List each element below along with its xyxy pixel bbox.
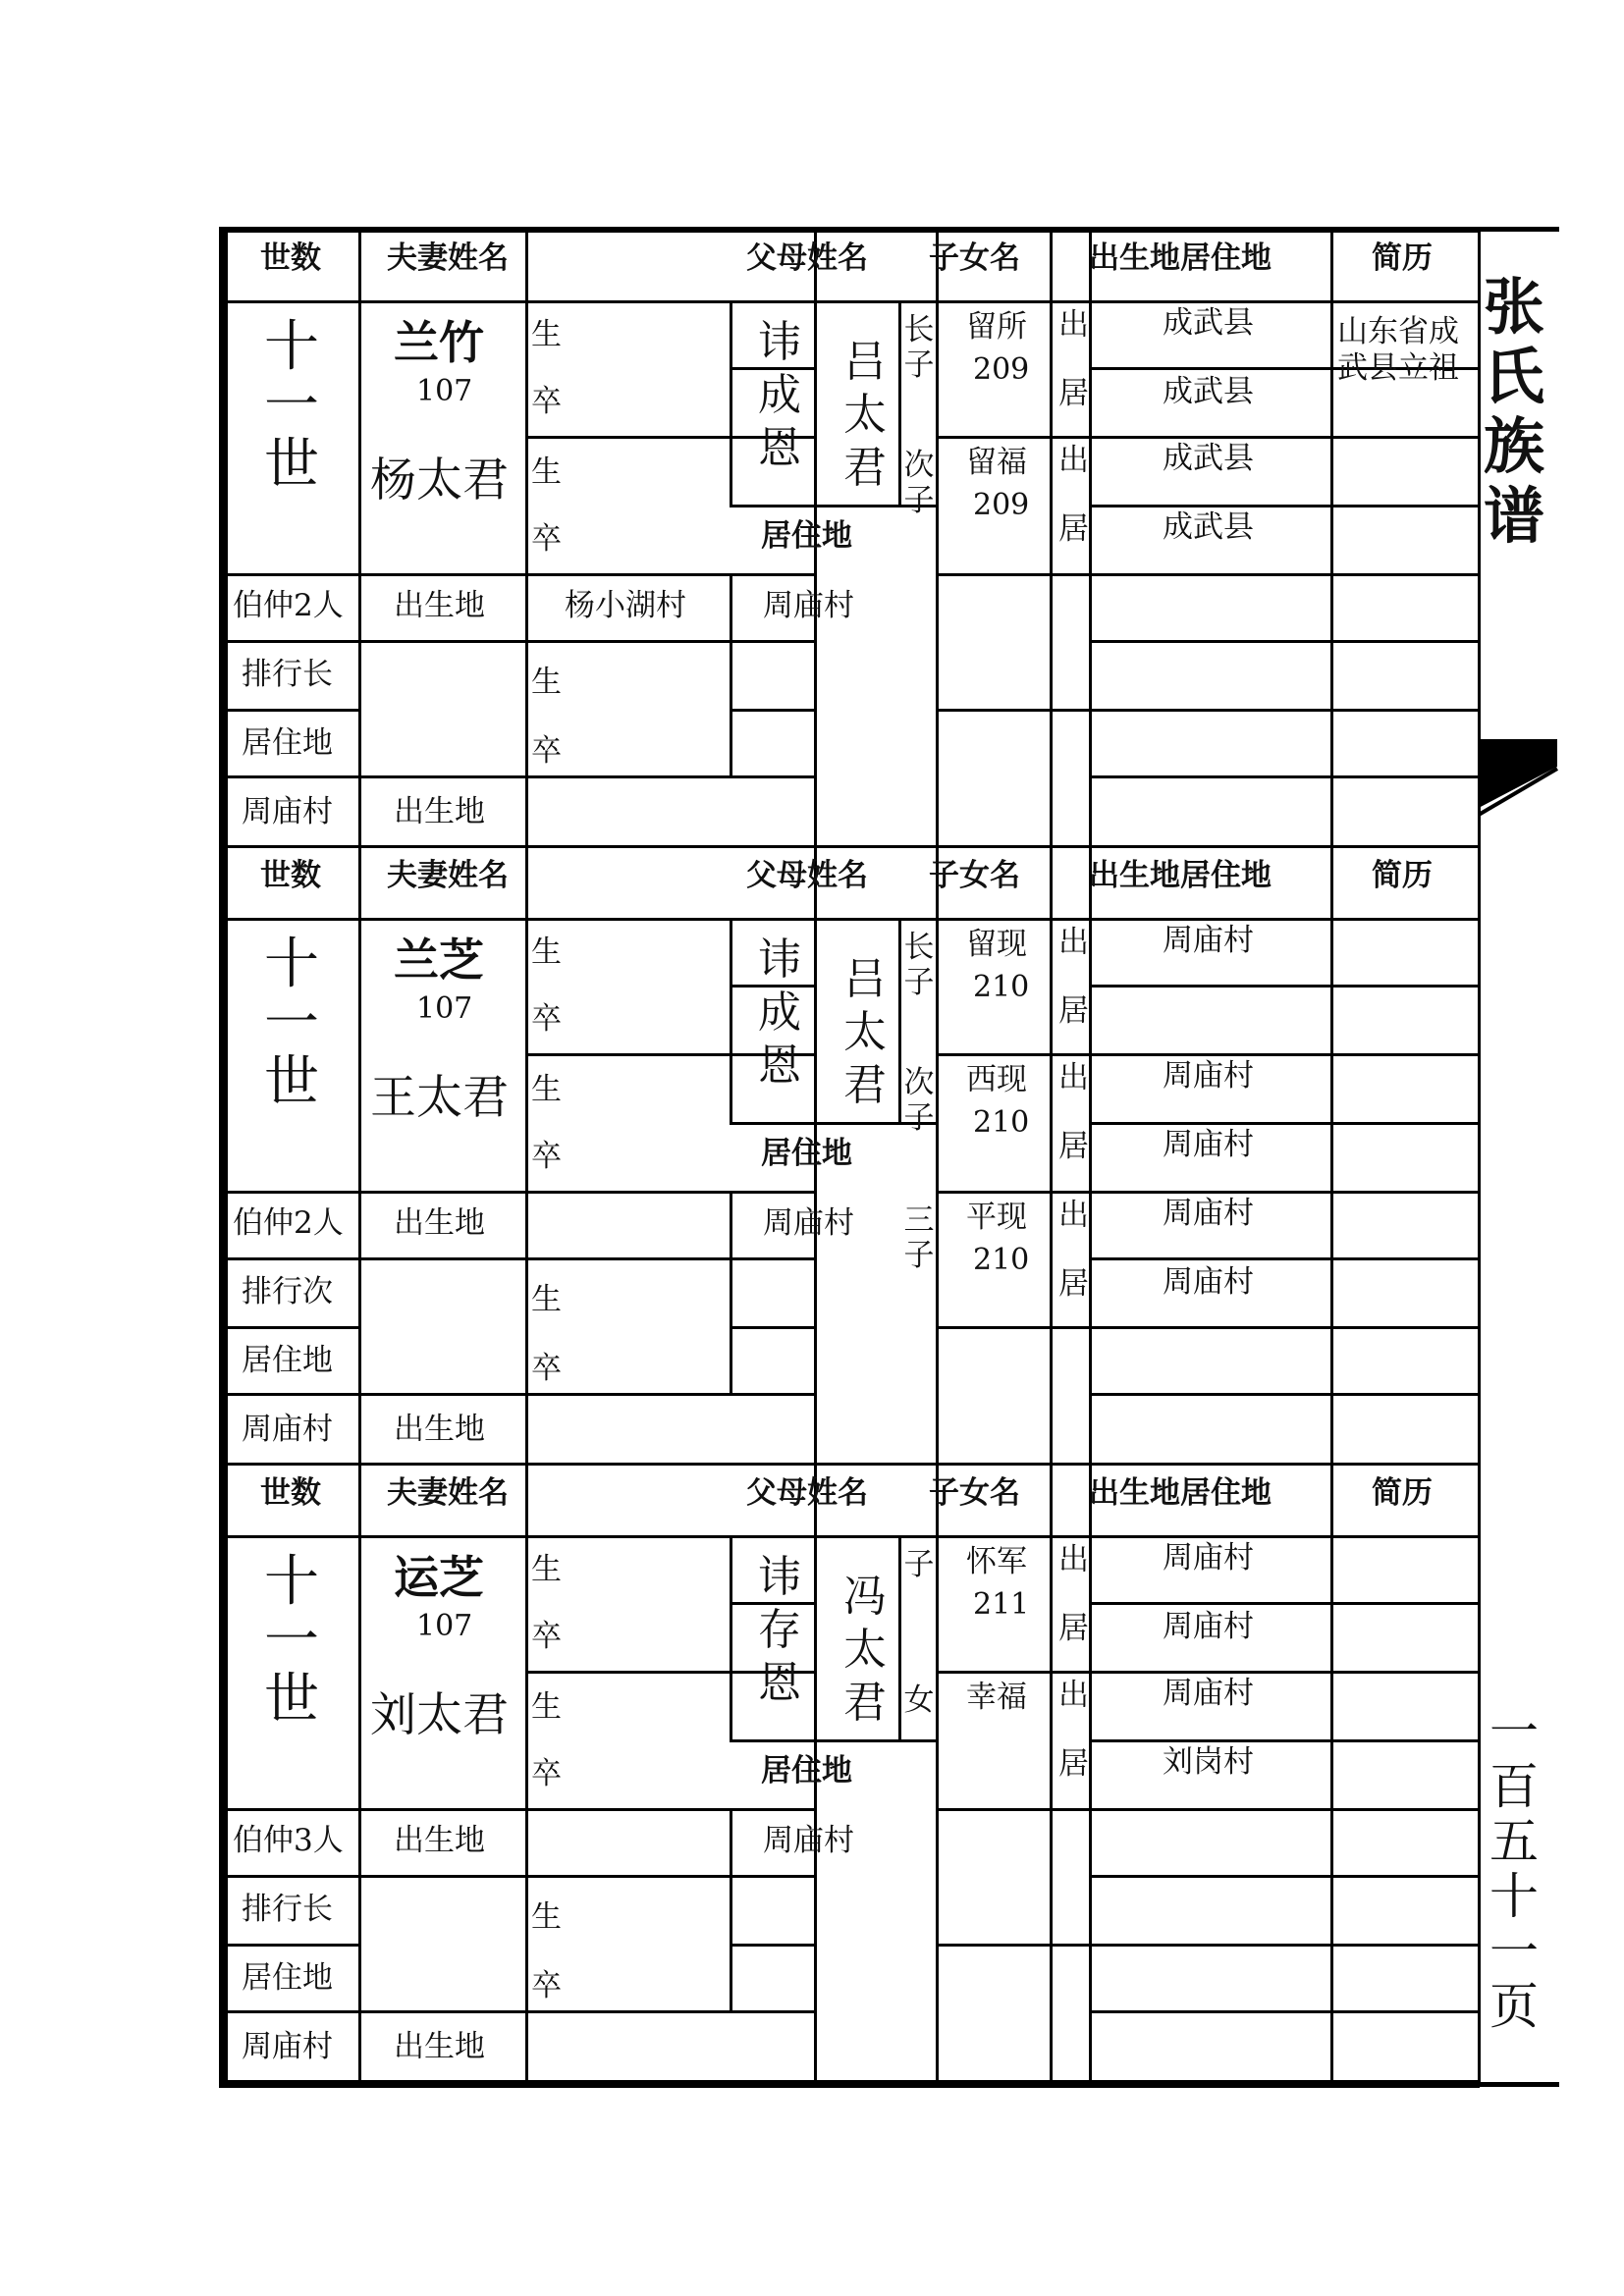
born-label: 生 <box>531 317 562 352</box>
row-divider <box>730 1122 814 1125</box>
siblings-count: 伯仲3人 <box>233 1823 344 1858</box>
column-divider <box>1478 1465 1481 2082</box>
row-divider <box>730 775 814 778</box>
column-divider <box>525 847 528 1465</box>
child-rank: 次子 <box>903 1065 935 1136</box>
genealogy-entry <box>225 230 1480 847</box>
born-label: 生 <box>531 1899 562 1935</box>
row-divider <box>225 1326 358 1329</box>
column-divider <box>1330 300 1333 847</box>
row-divider <box>225 775 814 778</box>
child-name: 怀军 <box>966 1544 1027 1579</box>
column-divider <box>936 230 939 847</box>
row-divider <box>225 1535 1478 1538</box>
child-residence: 刘岗村 <box>1163 1744 1254 1780</box>
column-divider <box>1330 1535 1333 2082</box>
child-birthplace: 成武县 <box>1163 441 1254 476</box>
died-label: 卒 <box>531 1756 562 1791</box>
died-label: 卒 <box>531 1351 562 1386</box>
row-divider <box>730 1739 814 1742</box>
child-rank: 女 <box>903 1682 935 1718</box>
header-children: 子女名 <box>929 1475 1020 1511</box>
book-title: 张氏族谱 <box>1483 271 1544 552</box>
row-divider <box>1089 1944 1478 1947</box>
row-divider <box>1089 640 1478 643</box>
child-number: 209 <box>973 352 1030 387</box>
birth-short-label: 出 <box>1058 307 1089 343</box>
mother-name: 冯太君 <box>843 1572 887 1728</box>
row-divider <box>936 1944 1089 1947</box>
husband-number: 107 <box>416 1609 473 1643</box>
row-divider <box>225 1808 814 1811</box>
row-divider <box>1089 1808 1478 1811</box>
genealogy-entry <box>225 847 1480 1465</box>
child-number: 210 <box>973 1243 1030 1277</box>
column-divider <box>898 1535 901 1739</box>
column-divider <box>730 573 732 775</box>
column-divider <box>730 1535 732 1739</box>
born-label: 生 <box>531 665 562 700</box>
row-divider <box>1089 1671 1478 1674</box>
column-divider <box>898 300 901 505</box>
wife-birthplace-label: 出生地 <box>394 588 485 623</box>
parents-residence-label: 居住地 <box>761 1753 852 1789</box>
column-divider <box>1478 847 1481 1465</box>
row-divider <box>1089 1053 1478 1056</box>
column-divider <box>730 1191 732 1393</box>
birth-rank: 排行次 <box>242 1274 333 1309</box>
residence-short-label: 居 <box>1058 511 1089 547</box>
child-rank: 次子 <box>903 448 935 518</box>
row-divider <box>1089 1326 1478 1329</box>
row-divider <box>225 2080 1478 2083</box>
header-children: 子女名 <box>929 858 1020 893</box>
row-divider <box>225 1944 358 1947</box>
row-divider <box>936 1671 1089 1674</box>
header-parents: 父母姓名 <box>746 858 868 893</box>
child-number: 210 <box>973 970 1030 1004</box>
child-residence: 周庙村 <box>1163 1127 1254 1162</box>
child-birthplace: 成武县 <box>1163 305 1254 341</box>
parents-residence-label: 居住地 <box>761 518 852 554</box>
village-origin: 周庙村 <box>242 2029 333 2064</box>
child-number: 211 <box>973 1587 1030 1622</box>
residence-label: 居住地 <box>242 1960 333 1996</box>
column-divider <box>1089 230 1092 847</box>
generation-label: 十一世 <box>264 1550 319 1732</box>
husband-name: 兰竹 <box>394 316 484 369</box>
born-label: 生 <box>531 1552 562 1587</box>
column-divider <box>1050 847 1053 1465</box>
header-couple: 夫妻姓名 <box>387 858 509 893</box>
header-biography: 简历 <box>1372 1475 1433 1511</box>
wife-birthplace-label: 出生地 <box>394 1823 485 1858</box>
died-label: 卒 <box>531 1139 562 1174</box>
village-origin: 周庙村 <box>242 1412 333 1447</box>
child-name: 留现 <box>966 927 1027 962</box>
child-residence: 成武县 <box>1163 509 1254 545</box>
row-divider <box>1089 1602 1478 1605</box>
residence-short-label: 居 <box>1058 993 1089 1029</box>
row-divider <box>1089 985 1478 988</box>
header-biography: 简历 <box>1372 858 1433 893</box>
died-label: 卒 <box>531 521 562 557</box>
row-divider <box>936 573 1089 576</box>
top-border-extension <box>1478 227 1559 232</box>
father-name: 讳成恩 <box>758 317 801 473</box>
died-label: 卒 <box>531 1001 562 1037</box>
wife-name: 刘太君 <box>370 1688 509 1742</box>
siblings-count: 伯仲2人 <box>233 588 344 623</box>
father-name: 讳成恩 <box>758 934 801 1091</box>
row-divider <box>730 2010 814 2013</box>
column-divider <box>225 1465 228 2082</box>
column-divider <box>1478 230 1481 847</box>
child-birthplace: 周庙村 <box>1163 1676 1254 1711</box>
birthplace-label: 出生地 <box>394 2029 485 2064</box>
row-divider <box>936 1326 1089 1329</box>
row-divider <box>1089 2010 1478 2013</box>
page-number: 一百五十一页 <box>1489 1703 1539 2035</box>
birth-short-label: 出 <box>1058 1060 1089 1095</box>
child-rank: 子 <box>903 1547 935 1582</box>
row-divider <box>1089 1191 1478 1194</box>
residence-short-label: 居 <box>1058 1266 1089 1302</box>
parents-residence: 周庙村 <box>763 1205 854 1241</box>
child-residence: 周庙村 <box>1163 1609 1254 1644</box>
child-name: 幸福 <box>966 1680 1027 1715</box>
died-label: 卒 <box>531 1619 562 1654</box>
header-generation: 世数 <box>260 1475 321 1511</box>
row-divider <box>225 640 814 643</box>
row-divider <box>936 1191 1089 1194</box>
header-biography: 简历 <box>1372 240 1433 276</box>
birth-rank: 排行长 <box>242 1892 333 1927</box>
column-divider <box>936 1465 939 2082</box>
row-divider <box>730 1393 814 1396</box>
wife-name: 杨太君 <box>370 454 509 507</box>
residence-short-label: 居 <box>1058 376 1089 411</box>
column-divider <box>525 230 528 847</box>
column-divider <box>730 300 732 505</box>
child-name: 留福 <box>966 445 1027 480</box>
header-generation: 世数 <box>260 858 321 893</box>
row-divider <box>1089 436 1478 439</box>
header-couple: 夫妻姓名 <box>387 1475 509 1511</box>
child-number: 210 <box>973 1105 1030 1140</box>
row-divider <box>225 1393 814 1396</box>
column-divider <box>1089 1465 1092 2082</box>
village-origin: 周庙村 <box>242 794 333 829</box>
row-divider <box>936 436 1089 439</box>
wife-birthplace: 杨小湖村 <box>565 588 686 623</box>
birth-short-label: 出 <box>1058 1198 1089 1233</box>
row-divider <box>1089 1122 1478 1125</box>
row-divider <box>1089 573 1478 576</box>
died-label: 卒 <box>531 733 562 769</box>
column-divider <box>1330 918 1333 1465</box>
row-divider <box>936 1808 1089 1811</box>
residence-short-label: 居 <box>1058 1129 1089 1164</box>
child-name: 西现 <box>966 1062 1027 1097</box>
child-name: 留所 <box>966 309 1027 345</box>
header-children: 子女名 <box>929 240 1020 276</box>
row-divider <box>225 2010 814 2013</box>
residence-short-label: 居 <box>1058 1611 1089 1646</box>
child-birthplace: 周庙村 <box>1163 1196 1254 1231</box>
row-divider <box>814 1739 936 1742</box>
child-birthplace: 周庙村 <box>1163 923 1254 958</box>
row-divider <box>225 300 1478 303</box>
wife-name: 王太君 <box>370 1071 509 1125</box>
row-divider <box>936 1053 1089 1056</box>
generation-label: 十一世 <box>264 933 319 1114</box>
generation-label: 十一世 <box>264 315 319 497</box>
header-couple: 夫妻姓名 <box>387 240 509 276</box>
husband-name: 兰芝 <box>394 934 484 987</box>
residence-label: 居住地 <box>242 725 333 761</box>
column-divider <box>936 847 939 1465</box>
column-divider <box>358 230 361 847</box>
row-divider <box>936 709 1089 712</box>
child-rank: 长子 <box>903 930 935 1000</box>
row-divider <box>225 918 1478 921</box>
row-divider <box>1089 1393 1478 1396</box>
header-parents: 父母姓名 <box>746 240 868 276</box>
row-divider <box>730 1326 814 1329</box>
child-birthplace: 周庙村 <box>1163 1540 1254 1575</box>
birthplace-label: 出生地 <box>394 1412 485 1447</box>
born-label: 生 <box>531 454 562 490</box>
parents-residence: 周庙村 <box>763 588 854 623</box>
column-divider <box>225 847 228 1465</box>
row-divider <box>225 1191 814 1194</box>
row-divider <box>1089 1875 1478 1878</box>
residence-short-label: 居 <box>1058 1746 1089 1782</box>
column-divider <box>358 1465 361 2082</box>
birth-short-label: 出 <box>1058 443 1089 478</box>
mother-name: 吕太君 <box>843 954 887 1110</box>
parents-residence: 周庙村 <box>763 1823 854 1858</box>
child-number: 209 <box>973 488 1030 522</box>
column-divider <box>1050 230 1053 847</box>
birth-rank: 排行长 <box>242 657 333 692</box>
biography-text: 山东省成武县立祖 <box>1337 314 1459 386</box>
genealogy-entry <box>225 1465 1480 2082</box>
residence-label: 居住地 <box>242 1343 333 1378</box>
row-divider <box>1089 709 1478 712</box>
wife-birthplace-label: 出生地 <box>394 1205 485 1241</box>
born-label: 生 <box>531 1072 562 1107</box>
bottom-border-extension <box>1478 2082 1559 2087</box>
husband-number: 107 <box>416 374 473 408</box>
header-birth-residence: 出生地居住地 <box>1089 858 1272 893</box>
born-label: 生 <box>531 1689 562 1725</box>
column-divider <box>730 1808 732 2010</box>
row-divider <box>730 505 814 507</box>
birthplace-label: 出生地 <box>394 794 485 829</box>
row-divider <box>225 1257 814 1260</box>
husband-number: 107 <box>416 991 473 1026</box>
father-name: 讳存恩 <box>758 1552 801 1708</box>
column-divider <box>898 918 901 1122</box>
siblings-count: 伯仲2人 <box>233 1205 344 1241</box>
column-divider <box>358 847 361 1465</box>
row-divider <box>1089 775 1478 778</box>
child-birthplace: 周庙村 <box>1163 1058 1254 1094</box>
row-divider <box>225 1875 814 1878</box>
born-label: 生 <box>531 934 562 970</box>
died-label: 卒 <box>531 384 562 419</box>
header-parents: 父母姓名 <box>746 1475 868 1511</box>
header-birth-residence: 出生地居住地 <box>1089 240 1272 276</box>
column-divider <box>225 230 228 847</box>
row-divider <box>225 573 814 576</box>
header-generation: 世数 <box>260 240 321 276</box>
column-divider <box>525 1465 528 2082</box>
birth-short-label: 出 <box>1058 925 1089 960</box>
born-label: 生 <box>531 1282 562 1317</box>
row-divider <box>730 1944 814 1947</box>
row-divider <box>1089 1257 1478 1260</box>
child-rank: 长子 <box>903 312 935 383</box>
birth-short-label: 出 <box>1058 1542 1089 1577</box>
child-name: 平现 <box>966 1200 1027 1235</box>
child-residence: 周庙村 <box>1163 1264 1254 1300</box>
child-residence: 成武县 <box>1163 374 1254 409</box>
column-divider <box>730 918 732 1122</box>
row-divider <box>225 709 358 712</box>
died-label: 卒 <box>531 1968 562 2003</box>
row-divider <box>730 709 814 712</box>
corner-wedge-icon <box>1479 739 1559 816</box>
husband-name: 运芝 <box>394 1551 484 1604</box>
child-rank: 三子 <box>903 1202 935 1273</box>
column-divider <box>1089 847 1092 1465</box>
column-divider <box>1050 1465 1053 2082</box>
birth-short-label: 出 <box>1058 1678 1089 1713</box>
row-divider <box>1089 505 1478 507</box>
header-birth-residence: 出生地居住地 <box>1089 1475 1272 1511</box>
parents-residence-label: 居住地 <box>761 1136 852 1171</box>
mother-name: 吕太君 <box>843 337 887 493</box>
row-divider <box>1089 1739 1478 1742</box>
